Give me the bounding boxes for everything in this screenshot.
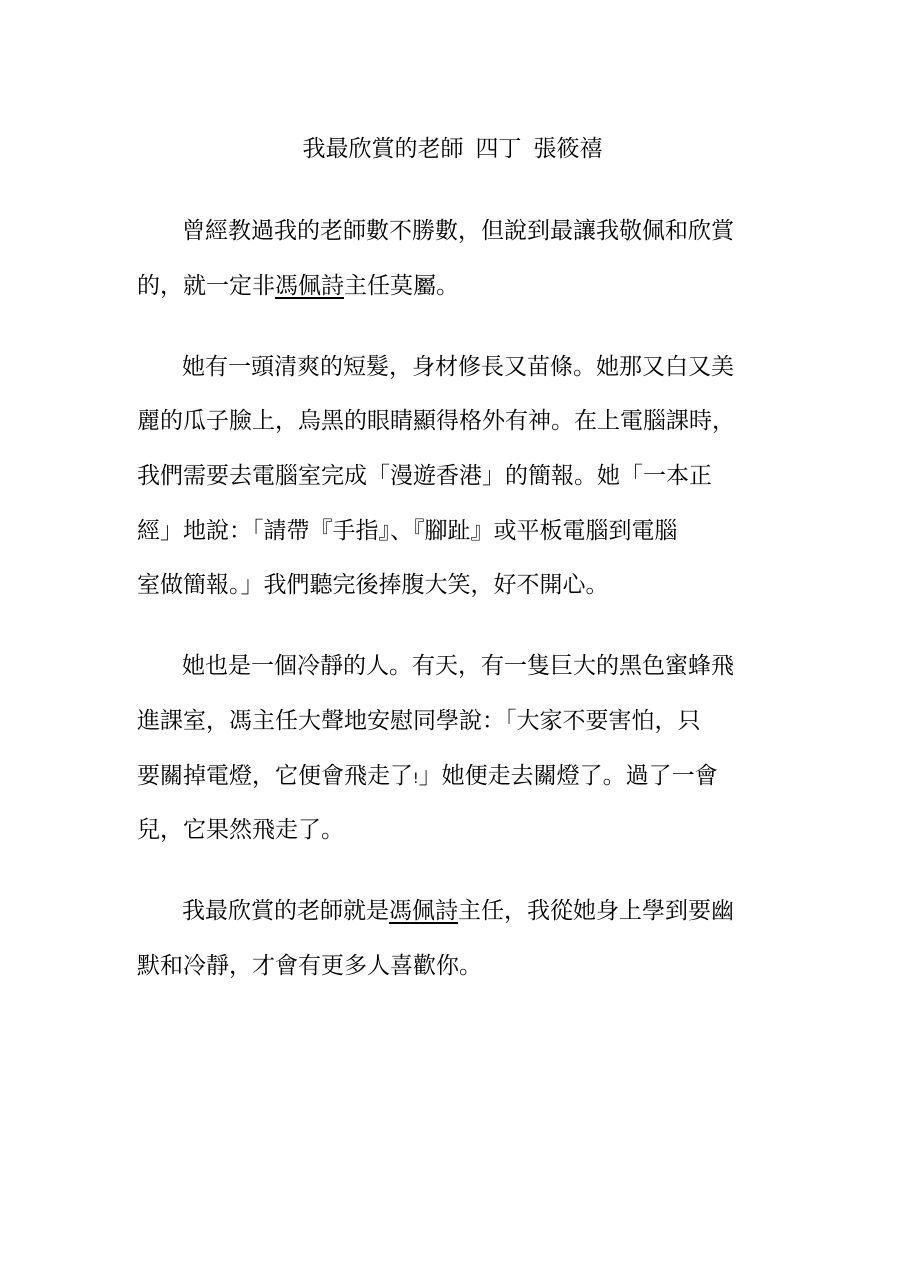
paragraph-4-line-1 (182, 893, 734, 929)
paragraph-2-line-4: 經」地說：「請帶『手指』、『腳趾』或平板電腦到電腦 (137, 518, 678, 544)
title-text: 我最欣賞的老師 (302, 136, 464, 162)
teacher-name: 馮佩詩 (275, 273, 344, 299)
text-segment: 主任莫屬。 (344, 273, 459, 299)
paragraph-3-line-2: 進課室，馮主任大聲地安慰同學說：「大家不要害怕，只 (137, 708, 701, 734)
text-segment: 主任，我從她身上學到要幽 (458, 898, 734, 924)
paragraph-2-line-2: 麗的瓜子臉上，烏黑的眼睛顯得格外有神。在上電腦課時， (137, 408, 735, 434)
paragraph-2-line-5: 室做簡報。」我們聽完後捧腹大笑，好不開心。 (137, 572, 609, 598)
text-segment: 」她便走去關燈了。過了一會 (418, 763, 718, 789)
essay-title (0, 131, 905, 167)
paragraph-4-line-2: 默和冷靜，才會有更多人喜歡你。 (137, 953, 482, 979)
paragraph-1-line-1: 曾經教過我的老師數不勝數，但說到最讓我敬佩和欣賞 (182, 218, 734, 244)
text-segment: 要關掉電燈，它便會飛走了 (137, 763, 413, 789)
paragraph-3-line-1: 她也是一個冷靜的人。有天，有一隻巨大的黑色蜜蜂飛 (182, 653, 734, 679)
class-name: 四丁 (475, 136, 522, 162)
paragraph-2-line-1: 她有一頭清爽的短髮，身材修長又苗條。她那又白又美 (182, 354, 734, 380)
paragraph-3-line-4: 兒，它果然飛走了。 (137, 817, 344, 843)
author-name: 張筱禧 (533, 136, 603, 162)
paragraph-2-line-3: 我們需要去電腦室完成「漫遊香港」的簡報。她「一本正 (137, 463, 712, 489)
paragraph-3-line-3 (137, 758, 718, 797)
paragraph-1-line-2 (137, 268, 459, 304)
teacher-name: 馮佩詩 (389, 898, 458, 924)
text-segment: 的，就一定非 (137, 273, 275, 299)
text-segment: 我最欣賞的老師就是 (182, 898, 389, 924)
exclamation-mark: ! (413, 771, 419, 787)
